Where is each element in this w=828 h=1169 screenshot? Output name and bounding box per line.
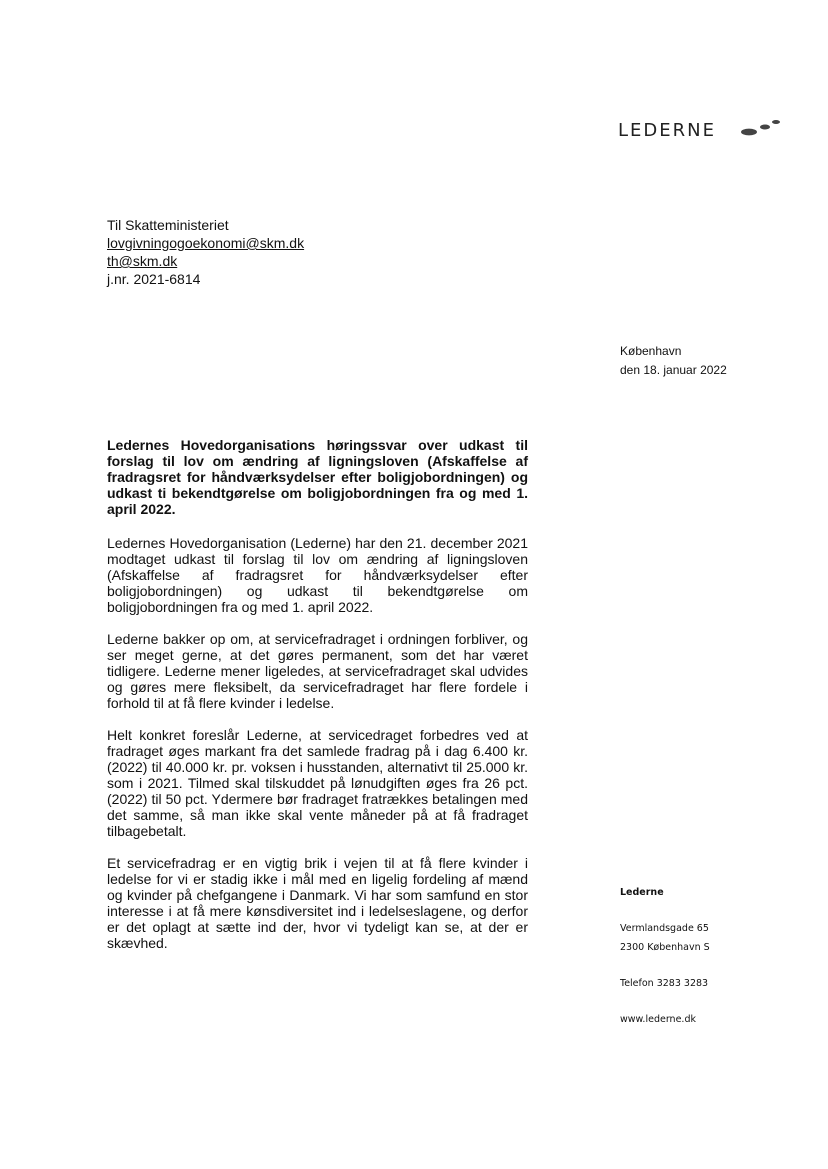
sidebar-address-street: Vermlandsgade 65 [620, 923, 709, 934]
sidebar-website-link[interactable]: www.lederne.dk [620, 1014, 696, 1025]
paragraph: Helt konkret foreslår Lederne, at servicedraget forbedres ved at fradraget øges markant fra det samlede fradrag på i dag 6.400 kr. (2022) til 40.000 kr. pr. voksen i husstanden, alternativt til 25.000 kr. som i 2021. Tilmed skal tilskuddet på lønudgiften øges fra 26 pct. (2022) til 50 pct. Ydermere bør fradraget fratrækkes betalingen med det samme, så man ikke skal vente måneder på at få fradraget tilbagebetalt. [107, 727, 528, 839]
city: København [620, 344, 682, 358]
paragraph: Ledernes Hovedorganisation (Lederne) har den 21. december 2021 modtaget udkast til forslag til lov om ændring af ligningsloven (Afskaffelse af fradragsret for håndværksydelser efter boligjobordningen) og udkast til bekendtgørelse om boligjobordningen fra og med 1. april 2022. [107, 535, 528, 615]
date: den 18. januar 2022 [620, 362, 727, 377]
letter-heading: Ledernes Hovedorganisations høringssvar over udkast til forslag til lov om ændring af ligningsloven (Afskaffelse af fradragsret for håndværksydelser efter boligjobordningen) og udkast ti bekendtgørelse om boligjobordningen fra og med 1. april 2022. [107, 437, 528, 517]
sidebar-phone: Telefon 3283 3283 [620, 978, 709, 989]
lederne-logo [618, 116, 793, 146]
sidebar-address-city: 2300 København S [620, 942, 710, 953]
recipient-email-link[interactable]: lovgivningogoekonomi@skm.dk [107, 235, 305, 251]
paragraph: Et servicefradrag er en vigtig brik i vejen til at få flere kvinder i ledelse for vi er stadig ikke i mål med en ligelig fordeling af mænd og kvinder på chefgangene i Danmark. Vi har som samfund en stor interesse i at få mere kønsdiversitet ind i ledelseslagene, og derfor er det oplagt at sætte ind der, hvor vi tydeligt kan se, at der er skævhed. [107, 855, 528, 951]
letter-body [107, 437, 528, 967]
logo-dots-icon [738, 116, 793, 146]
paragraph: Lederne bakker op om, at servicefradraget i ordningen forbliver, og ser meget gerne, at det gøres permanent, som det har været tidligere. Lederne mener ligeledes, at servicefradraget skal udvides og gøres mere fleksibelt, da servicefradraget har flere fordele i forhold til at få flere kvinder i ledelse. [107, 631, 528, 711]
logo-text: LEDERNE [618, 120, 716, 141]
recipient-name: Til Skatteministeriet [107, 217, 229, 233]
place-date-block [620, 342, 727, 379]
sidebar-org-name: Lederne [620, 887, 664, 898]
journal-number: j.nr. 2021-6814 [107, 271, 201, 287]
recipient-email-link-2[interactable]: th@skm.dk [107, 253, 178, 269]
recipient-block [107, 216, 304, 288]
